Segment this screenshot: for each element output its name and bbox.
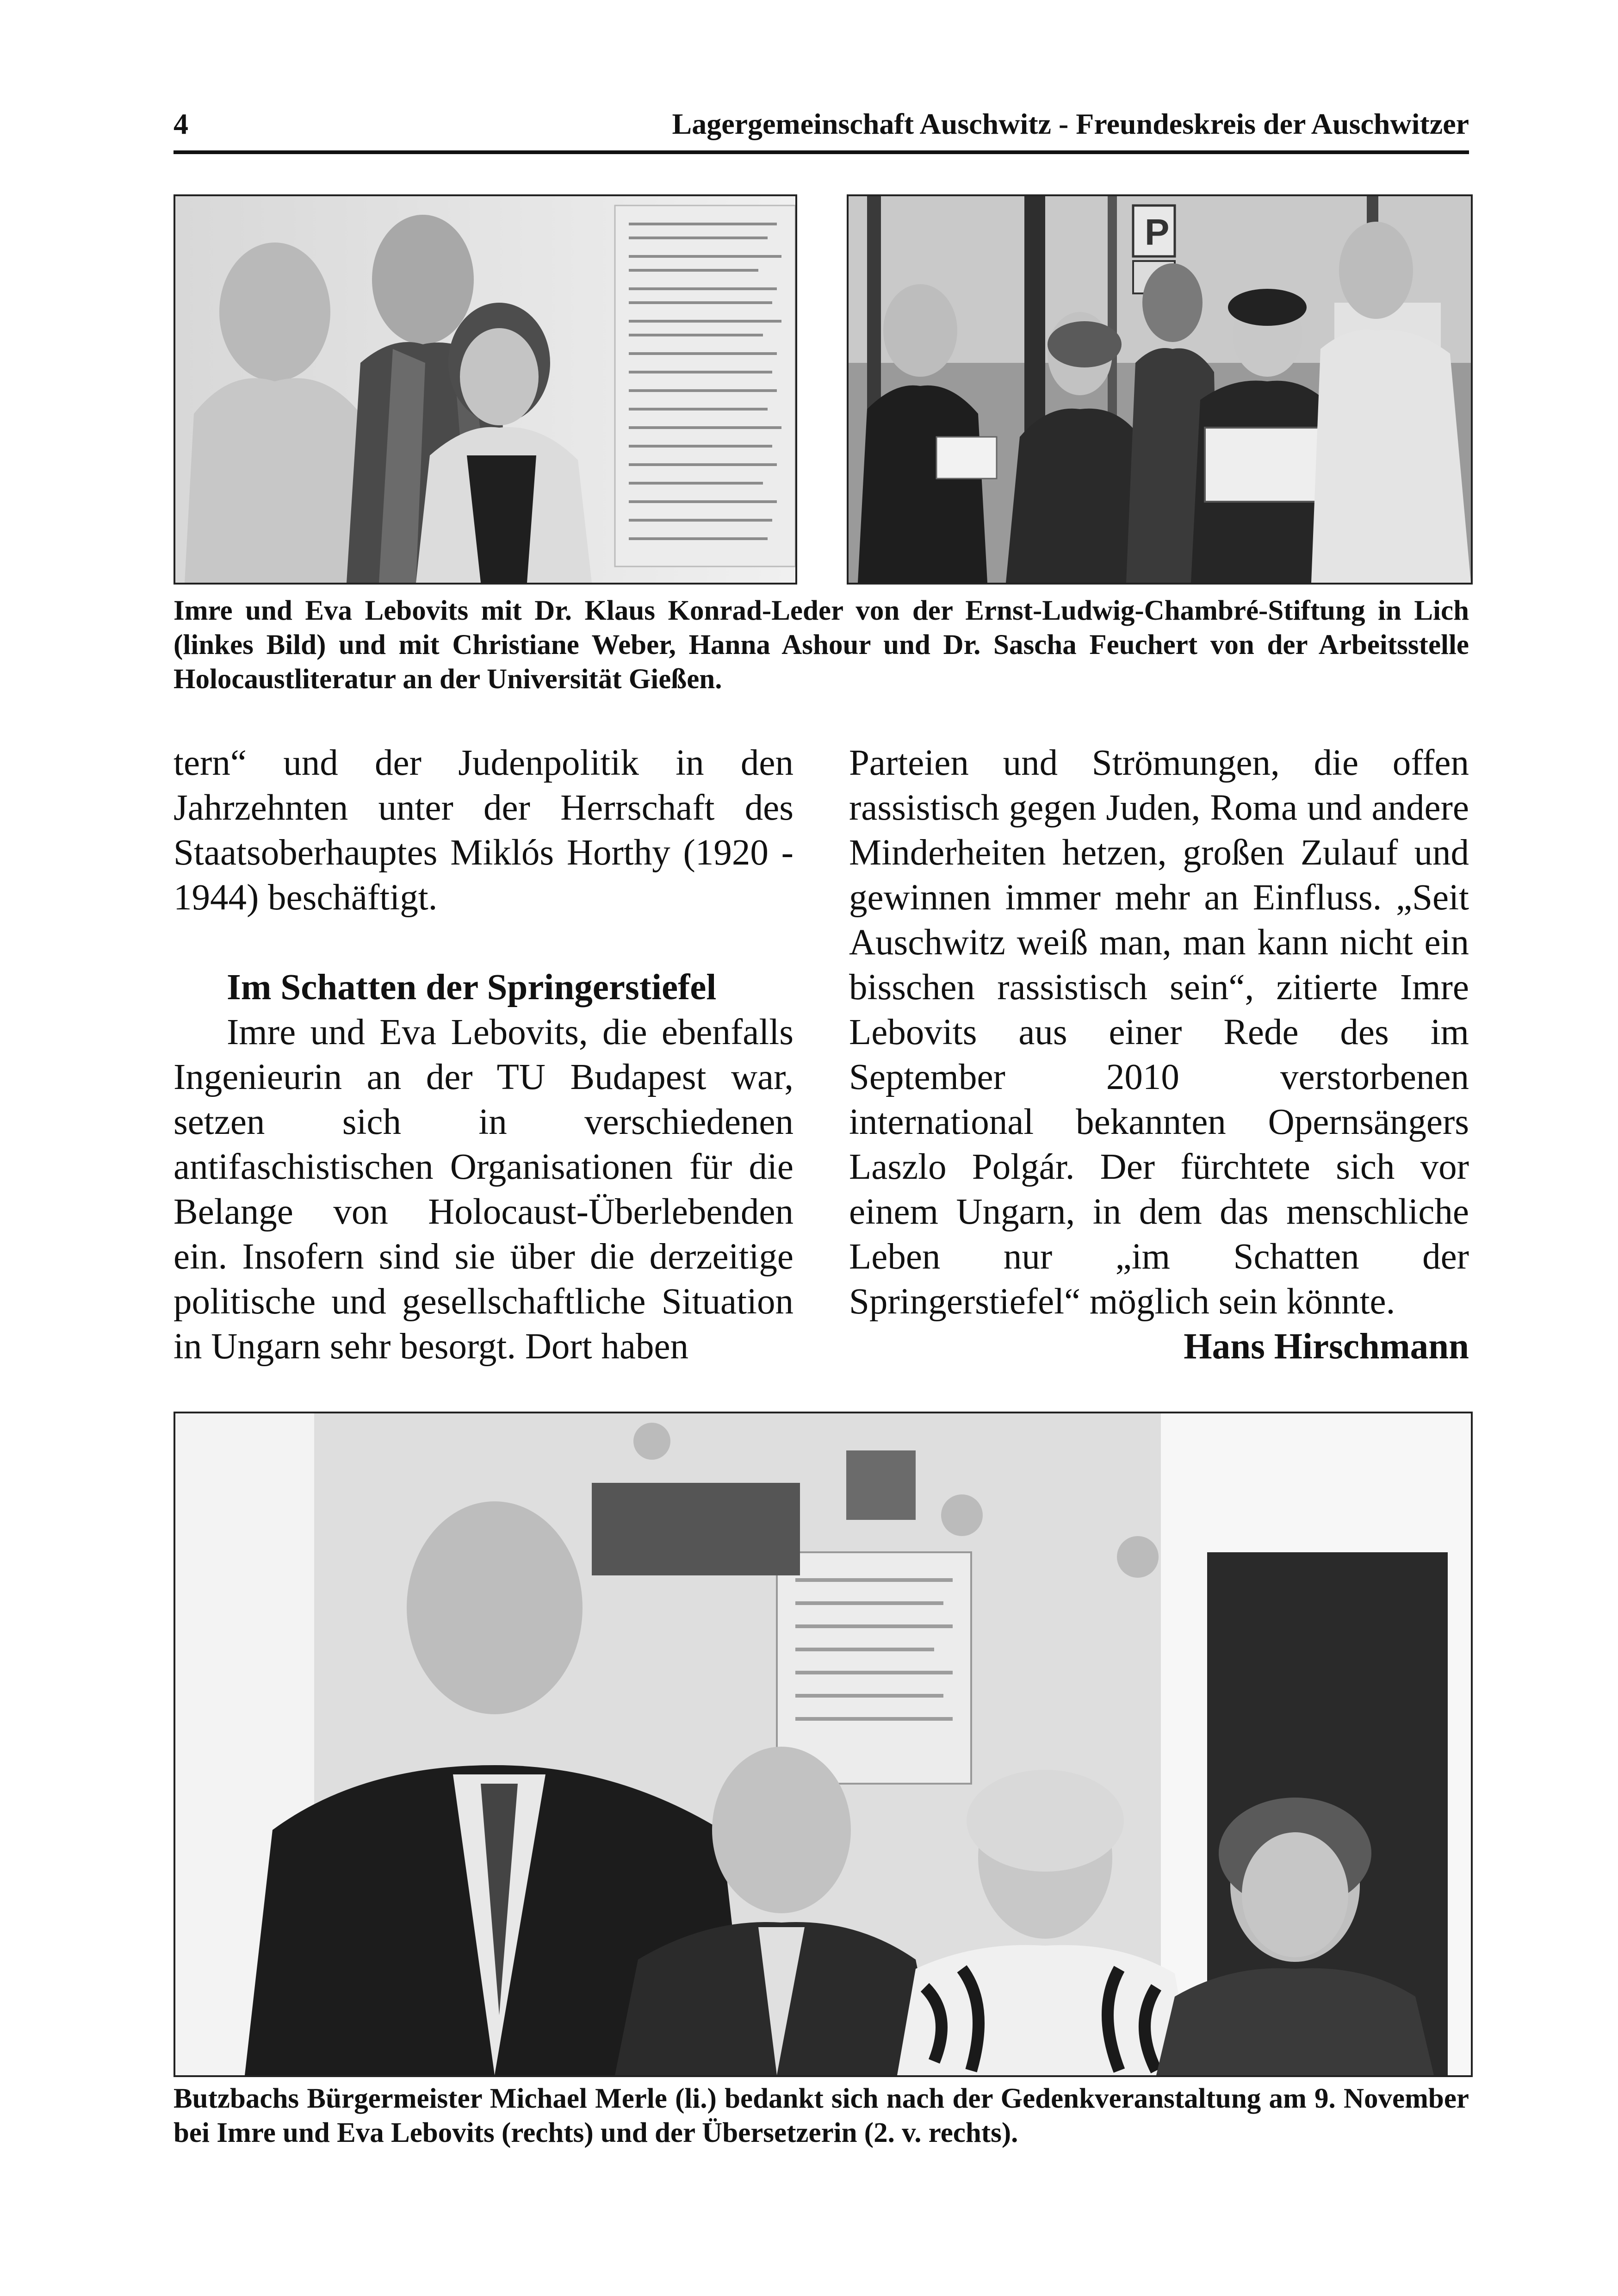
article-column-left xyxy=(174,740,794,1369)
page-number: 4 xyxy=(174,107,188,140)
article-author: Hans Hirschmann xyxy=(1184,1326,1469,1367)
top-photos-caption: Imre und Eva Lebovits mit Dr. Klaus Konrad-Leder von der Ernst-Ludwig-Chambré-Stiftung in Lich (linkes Bild) und mit Christiane Weber, Hanna Ashour und Dr. Sascha Feuchert von der Arbeitsstelle Holocaustliteratur an der Universität Gießen. xyxy=(174,595,1469,695)
running-title: Lagergemeinschaft Auschwitz - Freundeskreis der Auschwitzer xyxy=(672,107,1469,140)
article-column-right xyxy=(849,740,1469,1369)
photo-top-right xyxy=(847,194,1473,585)
article-subheading: Im Schatten der Springerstiefel xyxy=(227,967,717,1008)
photo-bottom xyxy=(174,1412,1473,2077)
photo-top-right-image xyxy=(849,196,1471,583)
photo-top-left-image xyxy=(175,196,795,583)
bottom-photo-caption: Butzbachs Bürgermeister Michael Merle (li.) bedankt sich nach der Gedenkveranstaltung am 9. November bei Imre und Eva Lebovits (rechts) und der Übersetzerin (2. v. rechts). xyxy=(174,2083,1469,2148)
article-paragraph: Parteien und Strömungen, die offen rassistisch gegen Juden, Roma und andere Minderheiten hetzen, großen Zulauf und gewinnen immer mehr an Einfluss. „Seit Auschwitz weiß man, man kann nicht ein bisschen rassistisch sein“, zitierte Imre Lebovits aus einer Rede des im September 2010 verstorbenen international bekannten Opernsängers Laszlo Polgár. Der fürchtete sich vor einem Ungarn, in dem das menschliche Leben nur „im Schatten der Springerstiefel“ möglich sein könnte. xyxy=(849,743,1469,1322)
svg-text:P: P xyxy=(1145,212,1170,253)
page-header xyxy=(174,101,1469,147)
article-paragraph: tern“ und der Judenpolitik in den Jahrzehnten unter der Herrschaft des Staatsoberhauptes Miklós Horthy (1920 - 1944) beschäftigt. xyxy=(174,743,794,918)
article-paragraph: Imre und Eva Lebovits, die ebenfalls Ingenieurin an der TU Budapest war, setzen sich in verschiedenen antifaschistischen Organisationen für die Belange von Holocaust-Überlebenden ein. Insofern sind sie über die derzeitige politische und gesellschaftliche Situation in Ungarn sehr besorgt. Dort haben xyxy=(174,1012,794,1367)
photo-top-left xyxy=(174,194,797,585)
photo-bottom-image xyxy=(175,1413,1471,2075)
header-divider xyxy=(174,150,1469,154)
